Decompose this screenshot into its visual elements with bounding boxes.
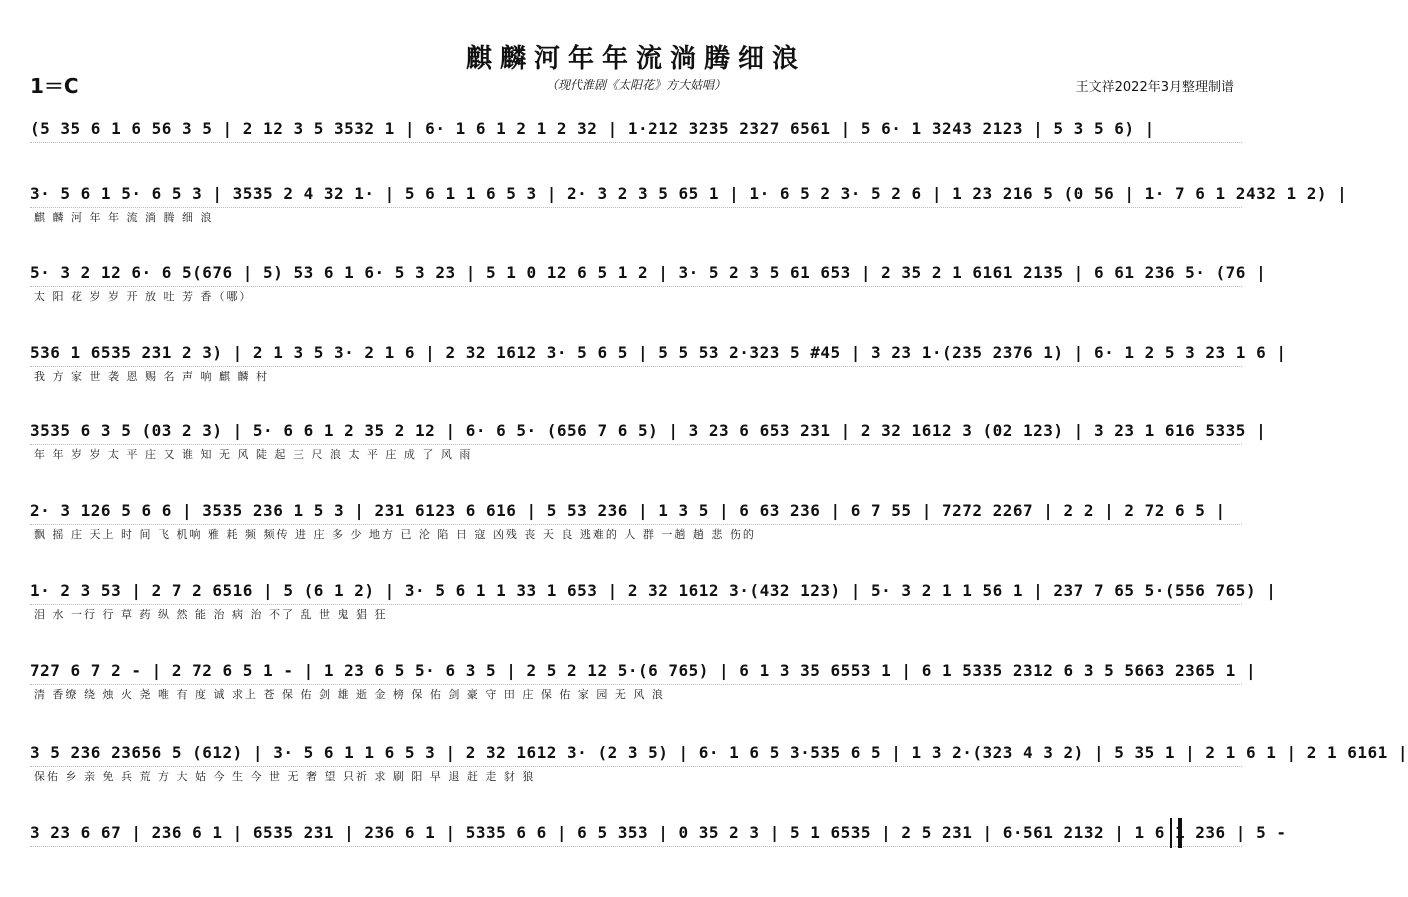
lyrics-line: 飘 摇 庄 天上 时 间 飞 机响 雅 耗 频 频传 进 庄 多 少 地方 已 沦 陷 日 寇 凶残 丧 天 良 逃难的 人 群 一趟 趟 悲 伤的: [34, 528, 756, 541]
notation-line: 536 1 6535 231 2 3) | 2 1 3 5 3· 2 1 6 | 2 32 1612 3· 5 6 5 | 5 5 53 2·323 5 #45 | 3 23 1·(235 2376 1) | 6· 1 2 5 3 23 1 6 |: [30, 342, 1242, 367]
arranger-credit: 王文祥2022年3月整理制谱: [1075, 80, 1234, 95]
lyrics-line: 清 香缭 绕 烛 火 尧 唯 有 度 诚 求上 苍 保 佑 剑 雄 逝 金 榜 保 佑 剑 豪 守 田 庄 保 佑 家 园 无 风 浪: [34, 688, 665, 701]
page-subtitle: （现代淮剧《太阳花》方大姑唱）: [545, 78, 726, 92]
staff-row: [30, 183, 1348, 225]
notation-line: 727 6 7 2 - | 2 72 6 5 1 - | 1 23 6 5 5· 6 3 5 | 2 5 2 12 5·(6 765) | 6 1 3 35 6553 1 | 6 1 5335 2312 6 3 5 5663 2365 1 |: [30, 660, 1242, 685]
lyrics-line: 麒 麟 河 年 年 流 淌 腾 细 浪: [34, 211, 214, 224]
notation-line: (5 35 6 1 6 56 3 5 | 2 12 3 5 3532 1 | 6· 1 6 1 2 1 2 32 | 1·212 3235 2327 6561 | 5 6· 1 3243 2123 | 5 3 5 6) |: [30, 118, 1242, 143]
final-barline: [1170, 818, 1182, 848]
key-signature: 1＝C: [30, 74, 79, 98]
notation-line: 3· 5 6 1 5· 6 5 3 | 3535 2 4 32 1· | 5 6 1 1 6 5 3 | 2· 3 2 3 5 65 1 | 1· 6 5 2 3· 5 2 6 | 1 23 216 5 (0 56 | 1· 7 6 1 2432 1 2) |: [30, 183, 1242, 208]
notation-line: 5· 3 2 12 6· 6 5(676 | 5) 53 6 1 6· 5 3 23 | 5 1 0 12 6 5 1 2 | 3· 5 2 3 5 61 653 | 2 35 2 1 6161 2135 | 6 61 236 5· (76 |: [30, 262, 1242, 287]
lyrics-line: 太 阳 花 岁 岁 开 放 吐 芳 香（哪）: [34, 290, 253, 303]
page-title: 麒麟河年年流淌腾细浪: [465, 44, 806, 74]
notation-line: 3535 6 3 5 (03 2 3) | 5· 6 6 1 2 35 2 12 | 6· 6 5· (656 7 6 5) | 3 23 6 653 231 | 2 32 1612 3 (02 123) | 3 23 1 616 5335 |: [30, 420, 1242, 445]
lyrics-line: 我 方 家 世 袭 恩 赐 名 声 响 麒 麟 村: [34, 370, 269, 383]
notation-line: 3 5 236 23656 5 (612) | 3· 5 6 1 1 6 5 3 | 2 32 1612 3· (2 3 5) | 6· 1 6 5 3·535 6 5 | 1 3 2·(323 4 3 2) | 5 35 1 | 2 1 6 1 | 2 1 6161 |: [30, 742, 1242, 767]
staff-row: [30, 822, 1287, 850]
notation-line: 2· 3 126 5 6 6 | 3535 236 1 5 3 | 231 6123 6 616 | 5 53 236 | 1 3 5 | 6 63 236 | 6 7 55 | 7272 2267 | 2 2 | 2 72 6 5 |: [30, 500, 1242, 525]
notation-line: 3 23 6 67 | 236 6 1 | 6535 231 | 236 6 1 | 5335 6 6 | 6 5 353 | 0 35 2 3 | 5 1 6535 | 2 5 231 | 6·561 2132 | 1 6 1 236 | 5 -: [30, 822, 1242, 847]
notation-line: 1· 2 3 53 | 2 7 2 6516 | 5 (6 1 2) | 3· 5 6 1 1 33 1 653 | 2 32 1612 3·(432 123) | 5· 3 2 1 1 56 1 | 237 7 65 5·(556 765) |: [30, 580, 1242, 605]
staff-row: [30, 742, 1408, 784]
lyrics-line: 泪 水 一行 行 草 药 纵 然 能 治 病 治 不了 乱 世 鬼 猖 狂: [34, 608, 388, 621]
staff-row: [30, 580, 1277, 622]
lyrics-line: 保佑 乡 亲 免 兵 荒 方 大 姑 今 生 今 世 无 奢 望 只祈 求 刷 阳 早 退 赶 走 豺 狼: [34, 770, 536, 783]
staff-row: [30, 420, 1267, 462]
staff-row: [30, 660, 1257, 702]
staff-row: [30, 262, 1267, 304]
lyrics-line: 年 年 岁 岁 太 平 庄 又 谁 知 无 风 陡 起 三 尺 浪 太 平 庄 成 了 风 雨: [34, 448, 473, 461]
staff-row: [30, 500, 1242, 542]
staff-row: [30, 342, 1287, 384]
staff-row: [30, 118, 1242, 146]
